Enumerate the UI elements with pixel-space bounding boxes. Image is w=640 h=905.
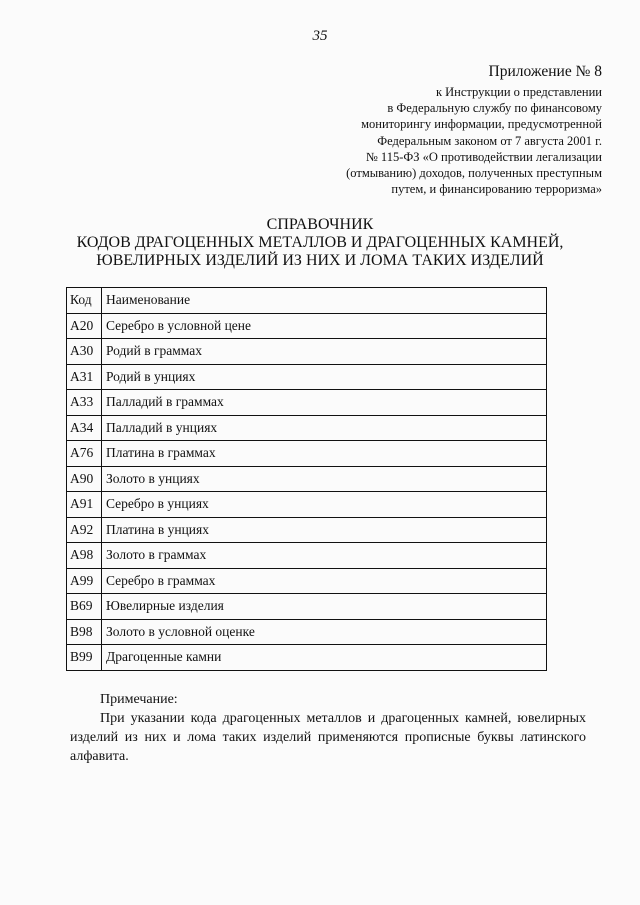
code-cell: A76 bbox=[67, 441, 102, 467]
codes-table bbox=[66, 287, 547, 671]
table-row bbox=[67, 645, 547, 671]
table-row bbox=[67, 466, 547, 492]
name-cell: Серебро в унциях bbox=[102, 492, 547, 518]
name-cell: Золото в унциях bbox=[102, 466, 547, 492]
title-line: СПРАВОЧНИК bbox=[266, 216, 374, 233]
appendix-line: к Инструкции о представлении bbox=[435, 85, 602, 99]
table-row bbox=[67, 339, 547, 365]
title-line: КОДОВ ДРАГОЦЕННЫХ МЕТАЛЛОВ И ДРАГОЦЕННЫХ КАМНЕЙ, bbox=[76, 234, 564, 251]
note-heading: Примечание: bbox=[100, 692, 178, 707]
code-cell: A34 bbox=[67, 415, 102, 441]
name-cell: Серебро в граммах bbox=[102, 568, 547, 594]
name-cell: Драгоценные камни bbox=[102, 645, 547, 671]
code-cell: A98 bbox=[67, 543, 102, 569]
appendix-number: Приложение № 8 bbox=[488, 63, 602, 80]
name-cell: Золото в условной оценке bbox=[102, 619, 547, 645]
code-cell: A20 bbox=[67, 313, 102, 339]
name-cell: Золото в граммах bbox=[102, 543, 547, 569]
table-row bbox=[67, 568, 547, 594]
appendix-line: (отмыванию) доходов, полученных преступным bbox=[346, 166, 602, 181]
table-row bbox=[67, 517, 547, 543]
code-cell: A33 bbox=[67, 390, 102, 416]
appendix-line: мониторингу информации, предусмотренной bbox=[361, 117, 602, 132]
code-cell: A30 bbox=[67, 339, 102, 365]
table-row bbox=[67, 543, 547, 569]
table-row bbox=[67, 415, 547, 441]
code-cell: B98 bbox=[67, 619, 102, 645]
note-section bbox=[70, 690, 586, 766]
code-cell: A31 bbox=[67, 364, 102, 390]
table-row bbox=[67, 492, 547, 518]
column-header-code: Код bbox=[67, 288, 102, 314]
name-cell: Родий в унциях bbox=[102, 364, 547, 390]
name-cell: Платина в унциях bbox=[102, 517, 547, 543]
name-cell: Серебро в условной цене bbox=[102, 313, 547, 339]
code-cell: A99 bbox=[67, 568, 102, 594]
appendix-line: путем, и финансированию терроризма» bbox=[391, 182, 602, 197]
table-row bbox=[67, 313, 547, 339]
table-row bbox=[67, 390, 547, 416]
appendix-line: № 115-ФЗ «О противодействии легализации bbox=[365, 149, 602, 164]
name-cell: Родий в граммах bbox=[102, 339, 547, 365]
name-cell: Платина в граммах bbox=[102, 441, 547, 467]
code-cell: B99 bbox=[67, 645, 102, 671]
appendix-line: в Федеральную службу по финансовому bbox=[387, 101, 602, 116]
appendix-line: Федеральным законом от 7 августа 2001 г. bbox=[377, 133, 602, 148]
title-line: ЮВЕЛИРНЫХ ИЗДЕЛИЙ ИЗ НИХ И ЛОМА ТАКИХ ИЗДЕЛИЙ bbox=[96, 252, 544, 269]
name-cell: Палладий в унциях bbox=[102, 415, 547, 441]
note-text: При указании кода драгоценных металлов и драгоценных камней, ювелирных изделий из них и лома таких изделий применяются прописные буквы латинского алфавита. bbox=[70, 711, 586, 764]
page-number: 35 bbox=[312, 28, 328, 44]
appendix-header bbox=[272, 62, 602, 197]
name-cell: Ювелирные изделия bbox=[102, 594, 547, 620]
table-header-row bbox=[67, 288, 547, 314]
code-cell: A91 bbox=[67, 492, 102, 518]
table-row bbox=[67, 594, 547, 620]
code-cell: A92 bbox=[67, 517, 102, 543]
document-title bbox=[0, 216, 640, 270]
column-header-name: Наименование bbox=[102, 288, 547, 314]
table-row bbox=[67, 441, 547, 467]
table-row bbox=[67, 619, 547, 645]
code-cell: A90 bbox=[67, 466, 102, 492]
table-row bbox=[67, 364, 547, 390]
code-cell: B69 bbox=[67, 594, 102, 620]
name-cell: Палладий в граммах bbox=[102, 390, 547, 416]
